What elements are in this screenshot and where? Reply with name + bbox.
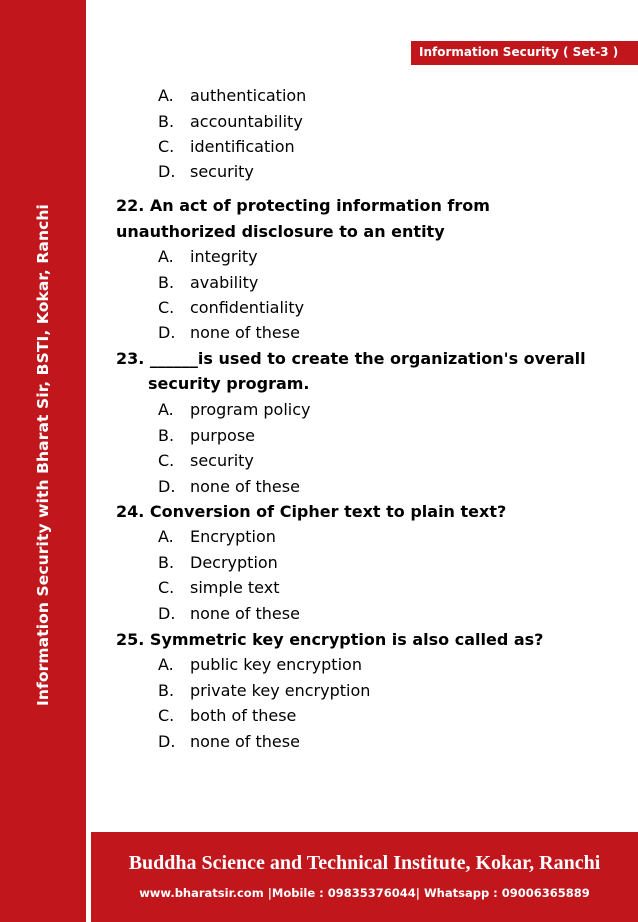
option-item bbox=[158, 706, 296, 726]
option-text: simple text bbox=[190, 578, 280, 597]
option-text: both of these bbox=[190, 706, 297, 725]
question-23-text-cont: security program. bbox=[148, 374, 310, 393]
option-item bbox=[158, 162, 254, 182]
option-item bbox=[158, 247, 258, 267]
option-text: security bbox=[190, 162, 254, 181]
option-letter: A. bbox=[158, 400, 174, 419]
option-item bbox=[158, 298, 304, 318]
option-item bbox=[158, 273, 258, 293]
option-item bbox=[158, 477, 300, 497]
option-letter: D. bbox=[158, 162, 176, 181]
option-letter: D. bbox=[158, 604, 176, 623]
option-letter: D. bbox=[158, 323, 176, 342]
option-text: none of these bbox=[190, 323, 300, 342]
option-letter: D. bbox=[158, 477, 176, 496]
option-item bbox=[158, 86, 306, 106]
option-item bbox=[158, 426, 255, 446]
option-item bbox=[158, 732, 300, 752]
option-item bbox=[158, 112, 303, 132]
footer-institute-name: Buddha Science and Technical Institute, Kokar, Ranchi bbox=[128, 852, 601, 874]
header-badge-text: Information Security ( Set-3 ) bbox=[419, 45, 619, 59]
option-letter: B. bbox=[158, 553, 175, 572]
option-text: security bbox=[190, 451, 254, 470]
sidebar-title: Information Security with Bharat Sir, BSTI, Kokar, Ranchi bbox=[34, 204, 52, 706]
option-item bbox=[158, 655, 362, 675]
question-24-text: 24. Conversion of Cipher text to plain text? bbox=[116, 502, 507, 521]
option-text: authentication bbox=[190, 86, 307, 105]
option-text: public key encryption bbox=[190, 655, 362, 674]
option-item bbox=[158, 451, 254, 471]
footer-contact-info: www.bharatsir.com |Mobile : 09835376044| Whatsapp : 09006365889 bbox=[139, 886, 590, 900]
question-22-text-cont: unauthorized disclosure to an entity bbox=[116, 222, 445, 241]
option-item bbox=[158, 527, 276, 547]
option-letter: A. bbox=[158, 247, 174, 266]
option-text: confidentiality bbox=[190, 298, 305, 317]
option-item bbox=[158, 553, 278, 573]
option-item bbox=[158, 681, 370, 701]
option-letter: D. bbox=[158, 732, 176, 751]
question-25-text: 25. Symmetric key encryption is also called as? bbox=[116, 630, 544, 649]
option-letter: C. bbox=[158, 451, 175, 470]
footer-band bbox=[91, 832, 638, 922]
option-item bbox=[158, 604, 300, 624]
option-text: none of these bbox=[190, 604, 300, 623]
option-text: identification bbox=[190, 137, 295, 156]
option-letter: B. bbox=[158, 426, 175, 445]
option-text: program policy bbox=[190, 400, 311, 419]
option-letter: C. bbox=[158, 706, 175, 725]
option-letter: C. bbox=[158, 137, 175, 156]
option-text: avability bbox=[190, 273, 259, 292]
option-text: none of these bbox=[190, 477, 300, 496]
option-text: integrity bbox=[190, 247, 258, 266]
option-item bbox=[158, 137, 295, 157]
option-letter: B. bbox=[158, 681, 175, 700]
option-letter: C. bbox=[158, 578, 175, 597]
option-letter: A. bbox=[158, 86, 174, 105]
option-text: Encryption bbox=[190, 527, 276, 546]
option-item bbox=[158, 323, 300, 343]
option-text: accountability bbox=[190, 112, 303, 131]
option-text: private key encryption bbox=[190, 681, 371, 700]
option-letter: A. bbox=[158, 655, 174, 674]
option-text: none of these bbox=[190, 732, 300, 751]
question-22-text: 22. An act of protecting information from bbox=[116, 196, 490, 215]
option-text: purpose bbox=[190, 426, 255, 445]
option-letter: B. bbox=[158, 112, 175, 131]
option-letter: A. bbox=[158, 527, 174, 546]
option-item bbox=[158, 578, 279, 598]
option-text: Decryption bbox=[190, 553, 278, 572]
option-letter: B. bbox=[158, 273, 175, 292]
option-letter: C. bbox=[158, 298, 175, 317]
option-item bbox=[158, 400, 310, 420]
question-23-text: 23. ______is used to create the organization's overall bbox=[116, 349, 586, 368]
